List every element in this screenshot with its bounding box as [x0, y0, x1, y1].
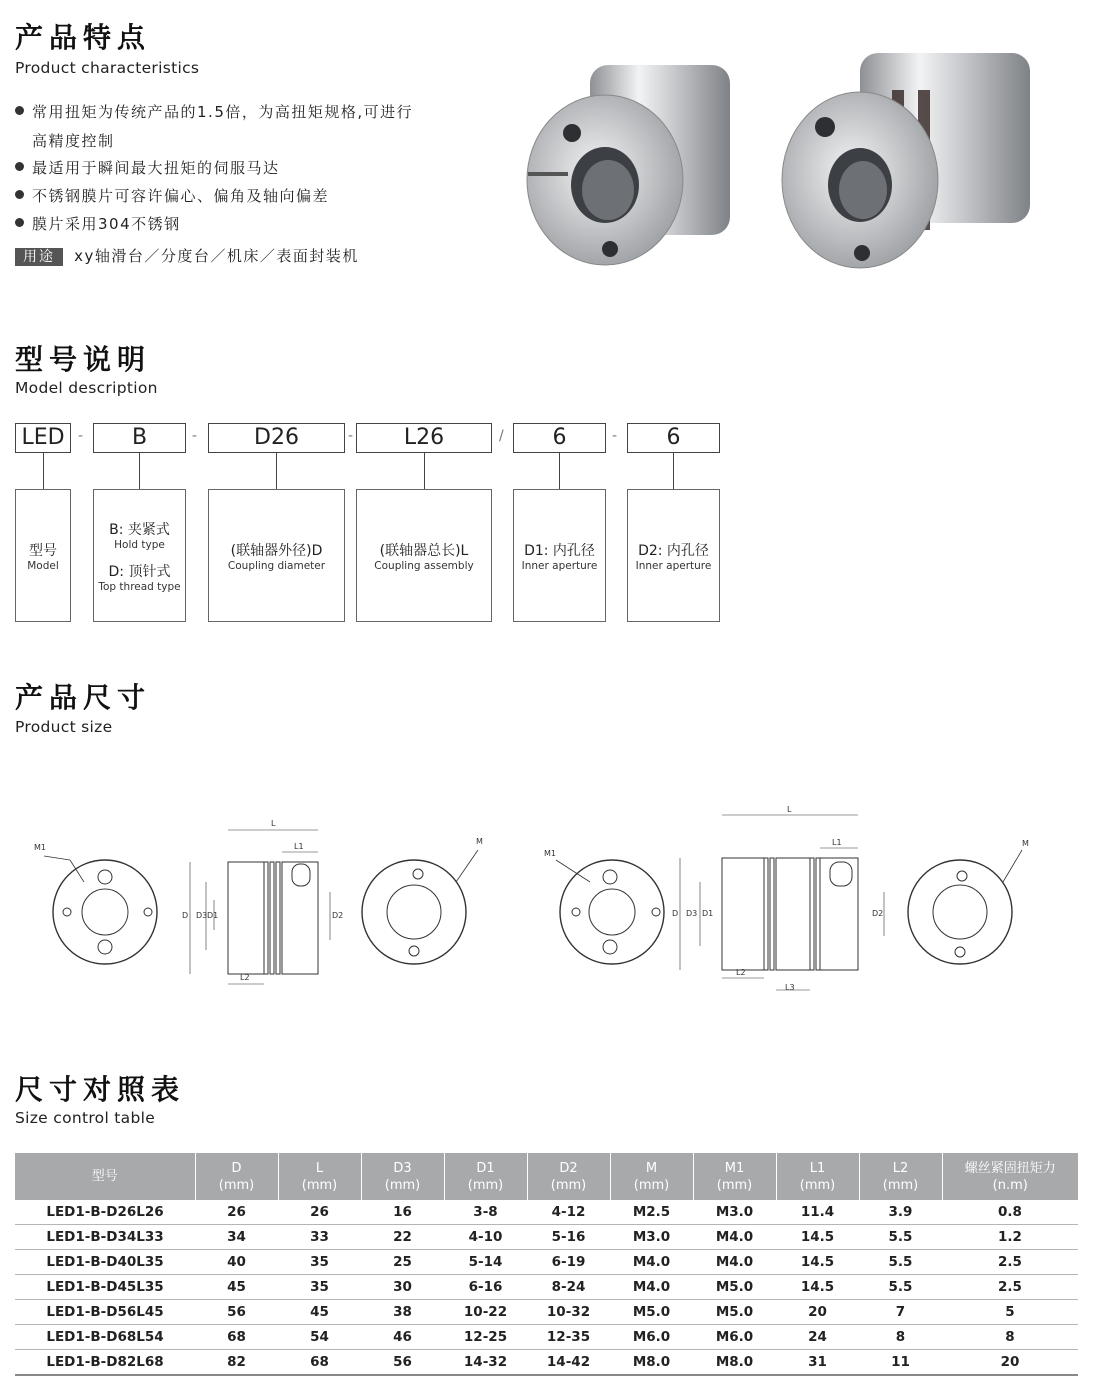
label-m1: M1 [34, 843, 46, 852]
table-cell: 5-16 [527, 1225, 610, 1250]
label-m1-right: M1 [544, 849, 556, 858]
table-cell: 6-19 [527, 1250, 610, 1275]
desc-model-cn: 型号 [29, 542, 57, 559]
column-header [278, 1153, 361, 1200]
features-title-cn: 产品特点 [15, 21, 152, 54]
table-cell: 46 [361, 1325, 444, 1350]
bullet-dot-icon [15, 106, 24, 115]
dimension-drawing [0, 800, 1100, 1000]
table-cell: LED1-B-D26L26 [15, 1200, 195, 1225]
column-header-unit: (mm) [384, 1177, 421, 1193]
table-cell: M6.0 [610, 1325, 693, 1350]
code-separator: - [192, 428, 198, 444]
label-m-right: M [1022, 839, 1029, 848]
table-body [15, 1200, 1078, 1375]
table-cell: 45 [278, 1300, 361, 1325]
table-header-row [15, 1153, 1078, 1200]
table-cell: 8-24 [527, 1275, 610, 1300]
code-separator: / [499, 428, 504, 444]
column-header-name: D3 [393, 1160, 412, 1176]
drawing-front-view-left [44, 856, 157, 964]
table-row [15, 1200, 1078, 1225]
model-title-en: Model description [15, 379, 158, 397]
table-cell: 5.5 [859, 1275, 942, 1300]
desc-length [356, 489, 492, 622]
desc-type-en-2: Top thread type [98, 580, 181, 593]
bullet-dot-icon [15, 190, 24, 199]
desc-type-en-1: Hold type [114, 538, 165, 551]
table-cell: 8 [942, 1325, 1078, 1350]
desc-type-cn-2: D: 顶针式 [108, 563, 171, 580]
table-cell: 2.5 [942, 1275, 1078, 1300]
table-cell: 31 [776, 1350, 859, 1376]
drawing-rear-view-right [908, 850, 1022, 964]
table-cell: 8 [859, 1325, 942, 1350]
column-header [444, 1153, 527, 1200]
column-header-unit: (mm) [799, 1177, 836, 1193]
column-header [361, 1153, 444, 1200]
table-cell: M3.0 [693, 1200, 776, 1225]
table-cell: M8.0 [610, 1350, 693, 1376]
usage-tag: 用途 [15, 248, 63, 266]
column-header [15, 1153, 195, 1200]
table-cell: M5.0 [693, 1275, 776, 1300]
desc-diameter-en: Coupling diameter [227, 559, 326, 572]
label-l1-right: L1 [832, 838, 842, 847]
label-d: D [182, 911, 189, 920]
feature-text-1: 常用扭矩为传统产品的1.5倍，为高扭矩规格,可进行 [32, 103, 414, 121]
column-header-unit: (mm) [218, 1177, 255, 1193]
table-cell: 35 [278, 1275, 361, 1300]
column-header-unit: (mm) [301, 1177, 338, 1193]
label-d3: D3 [196, 911, 208, 920]
desc-diameter [208, 489, 345, 622]
size-title-en: Product size [15, 718, 113, 736]
table-cell: 68 [278, 1350, 361, 1376]
usage-row [15, 245, 359, 266]
table-cell: 26 [195, 1200, 278, 1225]
table-cell: 14.5 [776, 1250, 859, 1275]
table-cell: 35 [278, 1250, 361, 1275]
table-cell: 40 [195, 1250, 278, 1275]
drawing-front-view-right [556, 860, 664, 964]
table-cell: M5.0 [610, 1300, 693, 1325]
desc-type [93, 489, 186, 622]
column-header [610, 1153, 693, 1200]
table-cell: 30 [361, 1275, 444, 1300]
label-m: M [476, 837, 483, 846]
usage-text: xy轴滑台／分度台／机床／表面封装机 [74, 247, 359, 265]
desc-model-en: Model [27, 559, 59, 572]
code-diameter: D26 [208, 423, 345, 453]
size-title-cn: 产品尺寸 [15, 681, 152, 714]
desc-length-cn: (联轴器总长)L [379, 542, 469, 559]
table-cell: 11.4 [776, 1200, 859, 1225]
size-table [15, 1153, 1078, 1376]
label-d1: D1 [207, 911, 219, 920]
table-cell: 26 [278, 1200, 361, 1225]
features-title-en: Product characteristics [15, 59, 200, 77]
label-d2: D2 [332, 911, 344, 920]
table-cell: 54 [278, 1325, 361, 1350]
desc-d2-en: Inner aperture [635, 559, 712, 572]
column-header [776, 1153, 859, 1200]
table-cell: 0.8 [942, 1200, 1078, 1225]
table-cell: LED1-B-D68L54 [15, 1325, 195, 1350]
label-d-right: D [672, 909, 679, 918]
column-header [859, 1153, 942, 1200]
column-header-name: L2 [892, 1160, 909, 1176]
table-cell: M4.0 [610, 1250, 693, 1275]
connector-line [43, 453, 44, 489]
label-d2-right: D2 [872, 909, 884, 918]
column-header [195, 1153, 278, 1200]
table-cell: 14-32 [444, 1350, 527, 1376]
desc-d1-cn: D1: 内孔径 [524, 542, 595, 559]
code-type: B [93, 423, 186, 453]
product-photo [520, 45, 1080, 280]
label-l: L [271, 819, 276, 828]
table-cell: 7 [859, 1300, 942, 1325]
table-cell: M6.0 [693, 1325, 776, 1350]
column-header-unit: (mm) [550, 1177, 587, 1193]
table-row [15, 1250, 1078, 1275]
table-cell: 82 [195, 1350, 278, 1376]
feature-bullet-3 [15, 185, 329, 206]
column-header-name: L [315, 1160, 324, 1176]
table-cell: M4.0 [610, 1275, 693, 1300]
connector-line [276, 453, 277, 489]
label-l2-right: L2 [736, 968, 746, 977]
column-header-unit: (mm) [716, 1177, 753, 1193]
column-header-name: M [645, 1160, 658, 1176]
table-row [15, 1225, 1078, 1250]
desc-diameter-cn: (联轴器外径)D [230, 542, 323, 559]
code-length: L26 [356, 423, 492, 453]
desc-model [15, 489, 71, 622]
connector-line [139, 453, 140, 489]
table-cell: 12-35 [527, 1325, 610, 1350]
column-header-name: D [231, 1160, 242, 1176]
table-cell: 20 [776, 1300, 859, 1325]
table-cell: LED1-B-D40L35 [15, 1250, 195, 1275]
table-cell: 22 [361, 1225, 444, 1250]
desc-type-cn-1: B: 夹紧式 [109, 521, 170, 538]
label-l-right: L [787, 805, 792, 814]
column-header-name: D2 [559, 1160, 578, 1176]
table-cell: M8.0 [693, 1350, 776, 1376]
bullet-dot-icon [15, 162, 24, 171]
table-cell: 5.5 [859, 1250, 942, 1275]
table-row [15, 1350, 1078, 1376]
bullet-dot-icon [15, 218, 24, 227]
table-cell: 14.5 [776, 1275, 859, 1300]
table-cell: 6-16 [444, 1275, 527, 1300]
label-l3-right: L3 [785, 983, 795, 992]
column-header-unit: (n.m) [992, 1177, 1028, 1193]
label-l1: L1 [294, 842, 304, 851]
column-header-name: 螺丝紧固扭矩力 [964, 1160, 1056, 1176]
table-cell: 1.2 [942, 1225, 1078, 1250]
label-d1-right: D1 [702, 909, 714, 918]
code-separator: - [612, 428, 618, 444]
table-cell: 12-25 [444, 1325, 527, 1350]
table-cell: 4-12 [527, 1200, 610, 1225]
table-cell: 20 [942, 1350, 1078, 1376]
code-separator: - [78, 428, 84, 444]
column-header-name: 型号 [91, 1169, 118, 1184]
coupling-photo-2 [782, 53, 1030, 268]
column-header [942, 1153, 1078, 1200]
table-cell: 25 [361, 1250, 444, 1275]
table-cell: M4.0 [693, 1225, 776, 1250]
column-header-name: L1 [809, 1160, 826, 1176]
column-header-name: D1 [476, 1160, 495, 1176]
feature-bullet-1 [15, 101, 413, 122]
column-header-unit: (mm) [882, 1177, 919, 1193]
desc-length-en: Coupling assembly [374, 559, 474, 572]
code-d1: 6 [513, 423, 606, 453]
table-cell: LED1-B-D45L35 [15, 1275, 195, 1300]
table-cell: LED1-B-D82L68 [15, 1350, 195, 1376]
table-cell: 10-22 [444, 1300, 527, 1325]
drawing-side-view-right [680, 815, 884, 990]
column-header-name: M1 [724, 1160, 745, 1176]
table-cell: M3.0 [610, 1225, 693, 1250]
feature-text-2: 最适用于瞬间最大扭矩的伺服马达 [32, 159, 280, 177]
table-title-cn: 尺寸对照表 [15, 1073, 186, 1106]
table-row [15, 1325, 1078, 1350]
table-cell: 38 [361, 1300, 444, 1325]
table-row [15, 1300, 1078, 1325]
feature-text-1-cont: 高精度控制 [32, 132, 115, 150]
feature-text-4: 膜片采用304不锈钢 [32, 215, 181, 233]
table-cell: M5.0 [693, 1300, 776, 1325]
feature-text-3: 不锈钢膜片可容许偏心、偏角及轴向偏差 [32, 187, 330, 205]
table-cell: 11 [859, 1350, 942, 1376]
table-cell: 45 [195, 1275, 278, 1300]
label-l2: L2 [240, 973, 250, 982]
column-header-unit: (mm) [633, 1177, 670, 1193]
table-cell: LED1-B-D34L33 [15, 1225, 195, 1250]
table-cell: 14.5 [776, 1225, 859, 1250]
table-cell: 14-42 [527, 1350, 610, 1376]
code-separator: - [348, 428, 354, 444]
feature-bullet-4 [15, 213, 181, 234]
table-cell: 2.5 [942, 1250, 1078, 1275]
column-header [693, 1153, 776, 1200]
table-cell: 56 [361, 1350, 444, 1376]
desc-d1 [513, 489, 606, 622]
table-title-en: Size control table [15, 1109, 156, 1127]
drawing-rear-view-left [362, 850, 478, 964]
table-row [15, 1275, 1078, 1300]
feature-bullet-2 [15, 157, 280, 178]
table-cell: 10-32 [527, 1300, 610, 1325]
code-d2: 6 [627, 423, 720, 453]
table-cell: 5-14 [444, 1250, 527, 1275]
table-cell: 16 [361, 1200, 444, 1225]
code-model: LED [15, 423, 71, 453]
label-d3-right: D3 [686, 909, 698, 918]
drawing-side-view-left [190, 830, 330, 984]
table-cell: 24 [776, 1325, 859, 1350]
desc-d1-en: Inner aperture [521, 559, 598, 572]
coupling-photo-1 [527, 65, 730, 265]
column-header [527, 1153, 610, 1200]
table-cell: M4.0 [693, 1250, 776, 1275]
table-cell: 56 [195, 1300, 278, 1325]
column-header-unit: (mm) [467, 1177, 504, 1193]
connector-line [559, 453, 560, 489]
table-cell: 5.5 [859, 1225, 942, 1250]
desc-d2-cn: D2: 内孔径 [638, 542, 709, 559]
table-cell: 4-10 [444, 1225, 527, 1250]
table-cell: 3.9 [859, 1200, 942, 1225]
desc-d2 [627, 489, 720, 622]
table-cell: 3-8 [444, 1200, 527, 1225]
connector-line [673, 453, 674, 489]
connector-line [424, 453, 425, 489]
table-cell: 5 [942, 1300, 1078, 1325]
table-cell: 33 [278, 1225, 361, 1250]
table-cell: 34 [195, 1225, 278, 1250]
table-cell: M2.5 [610, 1200, 693, 1225]
table-cell: 68 [195, 1325, 278, 1350]
model-title-cn: 型号说明 [15, 343, 152, 376]
table-cell: LED1-B-D56L45 [15, 1300, 195, 1325]
